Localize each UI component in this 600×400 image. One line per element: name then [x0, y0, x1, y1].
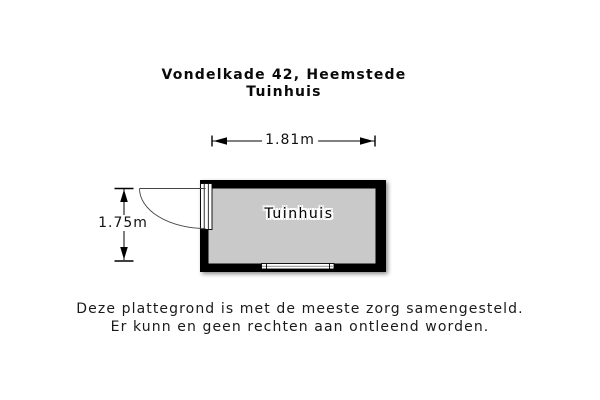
disclaimer-line-1: Deze plattegrond is met de meeste zorg samengesteld. — [76, 301, 524, 317]
window — [262, 264, 335, 270]
door-frame — [201, 184, 213, 230]
width-dim-arrow-right — [360, 137, 374, 145]
floor-area — [209, 189, 376, 264]
width-dim-arrow-left — [214, 137, 228, 145]
title-address: Vondelkade 42, Heemstede — [161, 67, 407, 83]
room-label: Tuinhuis — [264, 206, 334, 222]
tuinhuis-structure — [140, 180, 387, 272]
disclaimer — [0, 300, 600, 336]
height-dim-arrow-down — [120, 247, 128, 260]
width-dimension-label: 1.81m — [262, 132, 318, 148]
height-dimension-label: 1.75m — [95, 215, 151, 231]
disclaimer-line-2: Er kunn en geen rechten aan ontleend worden. — [110, 319, 490, 335]
height-dim-arrow-up — [120, 190, 128, 203]
title-subtitle: Tuinhuis — [246, 84, 322, 100]
